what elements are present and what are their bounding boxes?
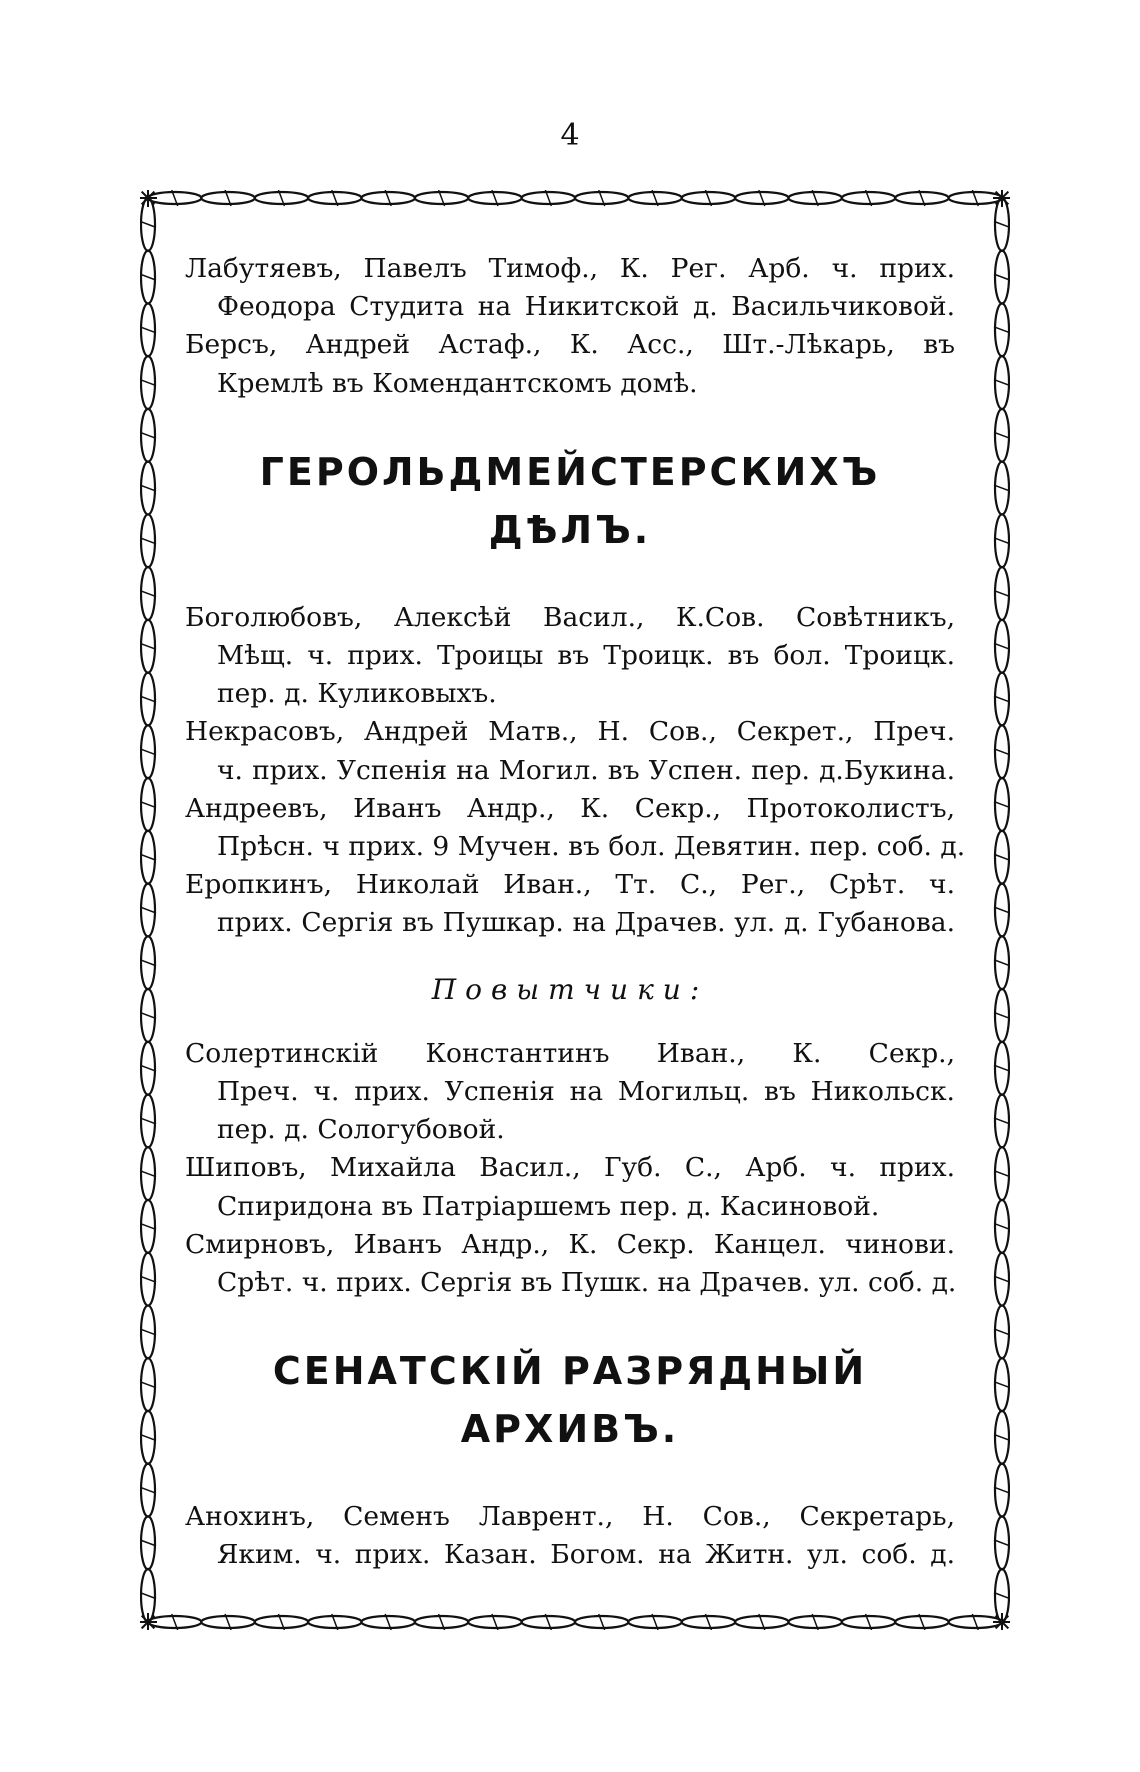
subheading-povytchiki: Повытчики:: [431, 972, 709, 1006]
border-ornament: [994, 1593, 1010, 1599]
border-ornament: [994, 1171, 1010, 1177]
border-ornament: [994, 1540, 1010, 1546]
entry-line: Берсъ, Андрей Астаф., К. Асс., Шт.-Лѣкарь, въ: [185, 329, 955, 361]
entry-line: Преч. ч. прих. Успенія на Могильц. въ Никольск.: [217, 1076, 955, 1108]
border-ornament: [140, 1593, 156, 1599]
entry-line: Срѣт. ч. прих. Сергія въ Пушк. на Драчев. ул. соб. д.: [217, 1267, 957, 1299]
entry-line: Яким. ч. прих. Казан. Богом. на Житн. ул. соб. д.: [217, 1539, 955, 1571]
entry-line: Боголюбовъ, Алексѣй Васил., К.Сов. Совѣтникъ,: [185, 601, 955, 633]
entry-solertinsky: [185, 1035, 955, 1150]
border-ornament: [994, 327, 1010, 333]
entry-line: Смирновъ, Иванъ Андр., К. Секр. Канцел. чинови.: [185, 1228, 955, 1260]
border-ornament: [140, 538, 156, 544]
border-ornament: [140, 1382, 156, 1388]
border-ornament: [994, 432, 1010, 438]
entry-anokhin: [185, 1498, 955, 1574]
border-ornament: [994, 221, 1010, 227]
border-ornament: [140, 854, 156, 860]
heading-line: СЕНАТСКІЙ РАЗРЯДНЫЙ: [272, 1349, 868, 1394]
heading-line: ДѢЛЪ.: [488, 507, 652, 552]
border-ornament: [994, 802, 1010, 808]
border-ornament: [994, 1276, 1010, 1282]
entry-eropkin: [185, 866, 955, 942]
border-ornament: [140, 1223, 156, 1229]
entry-line: Лабутяевъ, Павелъ Тимоф., К. Рег. Арб. ч. прих.: [185, 253, 955, 284]
border-ornament: [994, 1223, 1010, 1229]
border-ornament: [994, 1329, 1010, 1335]
entry-line: Мѣщ. ч. прих. Троицы въ Троицк. въ бол. Троицк.: [217, 640, 955, 672]
border-ornament: [994, 1012, 1010, 1018]
entry-line: Андреевъ, Иванъ Андр., К. Секр., Протоколистъ,: [185, 792, 955, 824]
border-ornament: [994, 643, 1010, 649]
border-ornament: [994, 1487, 1010, 1493]
border-ornament: [140, 274, 156, 280]
border-ornament: [140, 1171, 156, 1177]
border-ornament: [140, 1276, 156, 1282]
entry-line: ч. прих. Успенія на Могил. въ Успен. пер. д.Букина.: [217, 754, 955, 786]
border-ornament: [140, 591, 156, 597]
border-ornament: [994, 380, 1010, 386]
border-ornament: [140, 1487, 156, 1493]
border-ornament: [140, 432, 156, 438]
entry-line: прих. Сергія въ Пушкар. на Драчев. ул. д. Губанова.: [217, 907, 955, 939]
border-ornament: [140, 485, 156, 491]
border-ornament: [994, 749, 1010, 755]
border-ornament: [140, 960, 156, 966]
border-ornament: [140, 749, 156, 755]
heading-line: АРХИВЪ.: [460, 1407, 680, 1452]
border-ornament: [140, 327, 156, 333]
entry-smirnov: [185, 1226, 955, 1302]
border-ornament: [994, 960, 1010, 966]
entry-line: Спиридона въ Патріаршемъ пер. д. Касиновой.: [217, 1190, 880, 1222]
border-ornament: [140, 802, 156, 808]
entry-line: Шиповъ, Михайла Васил., Губ. С., Арб. ч. прих.: [185, 1152, 955, 1184]
entry-line: Некрасовъ, Андрей Матв., Н. Сов., Секрет., Преч.: [185, 716, 955, 748]
border-ornament: [140, 380, 156, 386]
border-ornament: [140, 696, 156, 702]
border-ornament: [994, 1065, 1010, 1071]
entry-line: Еропкинъ, Николай Иван., Тт. С., Рег., Срѣт. ч.: [185, 869, 955, 901]
border-ornament: [140, 1065, 156, 1071]
border-ornament: [140, 1118, 156, 1124]
border-ornament: [994, 907, 1010, 913]
entry-labutyaev: [185, 250, 955, 326]
entry-line: Солертинскій Константинъ Иван., К. Секр.,: [185, 1037, 955, 1069]
entry-andreev: [185, 790, 966, 866]
border-ornament: [140, 1329, 156, 1335]
border-ornament: [994, 538, 1010, 544]
heading-line: ГЕРОЛЬДМЕЙСТЕРСКИХЪ: [259, 449, 881, 494]
entry-line: Прѣсн. ч прих. 9 Мучен. въ бол. Девятин. пер. соб. д.: [217, 831, 966, 863]
entry-line: Феодора Студита на Никитской д. Васильчиковой.: [217, 291, 955, 323]
section-heading-senate-archive: [185, 1342, 955, 1458]
entry-line: Кремлѣ въ Комендантскомъ домѣ.: [217, 367, 698, 399]
border-ornament: [994, 696, 1010, 702]
border-ornament: [994, 854, 1010, 860]
entry-shipov: [185, 1149, 955, 1225]
border-ornament: [994, 485, 1010, 491]
entry-line: Анохинъ, Семенъ Лаврент., Н. Сов., Секретарь,: [185, 1501, 955, 1533]
border-ornament: [140, 1540, 156, 1546]
entry-line: пер. д. Сологубовой.: [217, 1114, 505, 1146]
border-ornament: [994, 1382, 1010, 1388]
page-number: 4: [560, 118, 580, 153]
border-ornament: [140, 1434, 156, 1440]
border-ornament: [140, 1012, 156, 1018]
page-content: [185, 250, 966, 1575]
border-ornament: [994, 274, 1010, 280]
border-ornament: [140, 221, 156, 227]
entry-line: пер. д. Куликовыхъ.: [217, 678, 497, 710]
border-ornament: [140, 907, 156, 913]
entry-bers: [185, 326, 955, 402]
entry-nekrasov: [185, 713, 955, 789]
border-ornament: [994, 1434, 1010, 1440]
border-ornament: [994, 591, 1010, 597]
section-heading-heraldmeister: [185, 443, 955, 559]
border-ornament: [994, 1118, 1010, 1124]
border-ornament: [140, 643, 156, 649]
entry-bogolyubov: [185, 599, 955, 714]
